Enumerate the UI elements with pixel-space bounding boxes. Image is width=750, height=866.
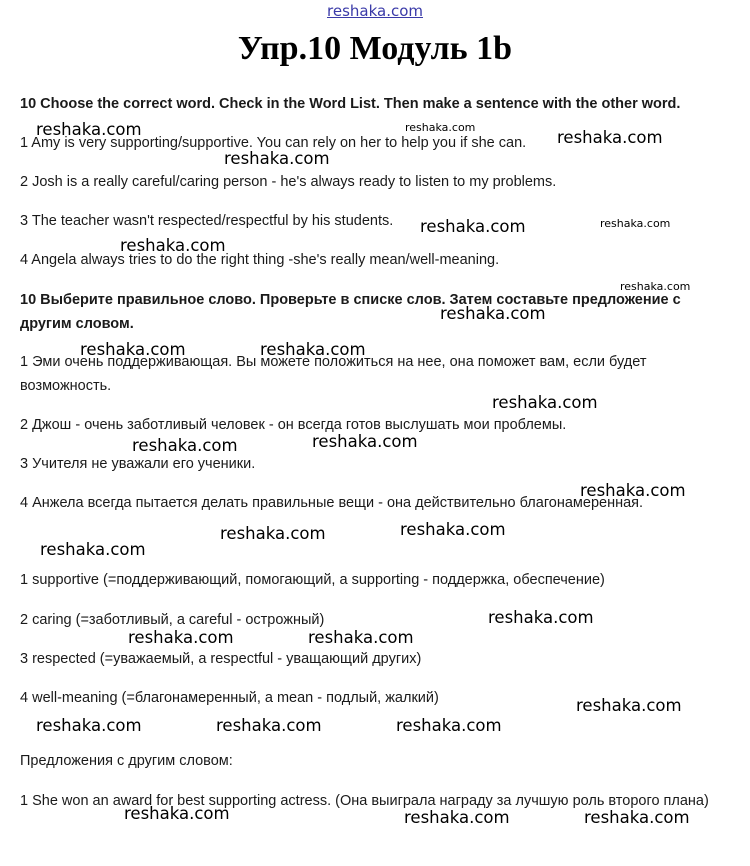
watermark: reshaka.com (220, 524, 326, 543)
watermark: reshaka.com (600, 217, 671, 230)
watermark: reshaka.com (128, 628, 234, 647)
answer-2: 2 caring (=заботливый, а careful - острожный) (20, 612, 325, 628)
watermark: reshaka.com (404, 808, 510, 827)
site-link[interactable]: reshaka.com (327, 2, 423, 20)
instruction-en: 10 Choose the correct word. Check in the Word List. Then make a sentence with the other word. (20, 96, 681, 112)
watermark: reshaka.com (557, 128, 663, 147)
watermark: reshaka.com (488, 608, 594, 627)
watermark: reshaka.com (584, 808, 690, 827)
watermark: reshaka.com (120, 236, 226, 255)
item-ru-4: 4 Анжела всегда пытается делать правильные вещи - она действительно благонамеренная. (20, 495, 644, 511)
watermark: reshaka.com (620, 280, 691, 293)
item-ru-2: 2 Джош - очень заботливый человек - он всегда готов выслушать мои проблемы. (20, 417, 567, 433)
item-ru-1: 1 Эми очень поддерживающая. Вы можете положиться на нее, она поможет вам, если будет возможность. (20, 354, 647, 394)
watermark: reshaka.com (420, 217, 526, 236)
watermark: reshaka.com (36, 120, 142, 139)
watermark: reshaka.com (40, 540, 146, 559)
watermark: reshaka.com (580, 481, 686, 500)
watermark: reshaka.com (260, 340, 366, 359)
item-ru-3: 3 Учителя не уважали его ученики. (20, 456, 256, 472)
watermark: reshaka.com (400, 520, 506, 539)
item-en-3: 3 The teacher wasn't respected/respectful by his students. (20, 213, 394, 229)
item-en-4: 4 Angela always tries to do the right thing -she's really mean/well-meaning. (20, 252, 500, 268)
watermark: reshaka.com (80, 340, 186, 359)
watermark: reshaka.com (36, 716, 142, 735)
watermark: reshaka.com (132, 436, 238, 455)
watermark: reshaka.com (440, 304, 546, 323)
watermark: reshaka.com (308, 628, 414, 647)
answer-4: 4 well-meaning (=благонамеренный, а mean - подлый, жалкий) (20, 690, 439, 706)
watermark: reshaka.com (405, 121, 476, 134)
answer-1: 1 supportive (=поддерживающий, помогающий, а supporting - поддержка, обеспечение) (20, 572, 605, 588)
watermark: reshaka.com (312, 432, 418, 451)
item-en-2: 2 Josh is a really careful/caring person - he's always ready to listen to my problems. (20, 174, 557, 190)
watermark: reshaka.com (216, 716, 322, 735)
sentence-1: 1 She won an award for best supporting actress. (Она выиграла награду за лучшую роль второго плана) (20, 793, 709, 809)
watermark: reshaka.com (124, 804, 230, 823)
page-title: Упр.10 Модуль 1b (237, 30, 513, 67)
sentences-heading: Предложения с другим словом: (20, 753, 233, 769)
answer-3: 3 respected (=уважаемый, а respectful - увaщающий других) (20, 651, 422, 667)
watermark: reshaka.com (492, 393, 598, 412)
watermark: reshaka.com (396, 716, 502, 735)
watermark: reshaka.com (224, 149, 330, 168)
item-en-1: 1 Amy is very supporting/supportive. You can rely on her to help you if she can. (20, 135, 527, 151)
watermark: reshaka.com (576, 696, 682, 715)
instruction-ru: 10 Выберите правильное слово. Проверьте в списке слов. Затем составьте предложение с другим словом. (20, 292, 681, 332)
